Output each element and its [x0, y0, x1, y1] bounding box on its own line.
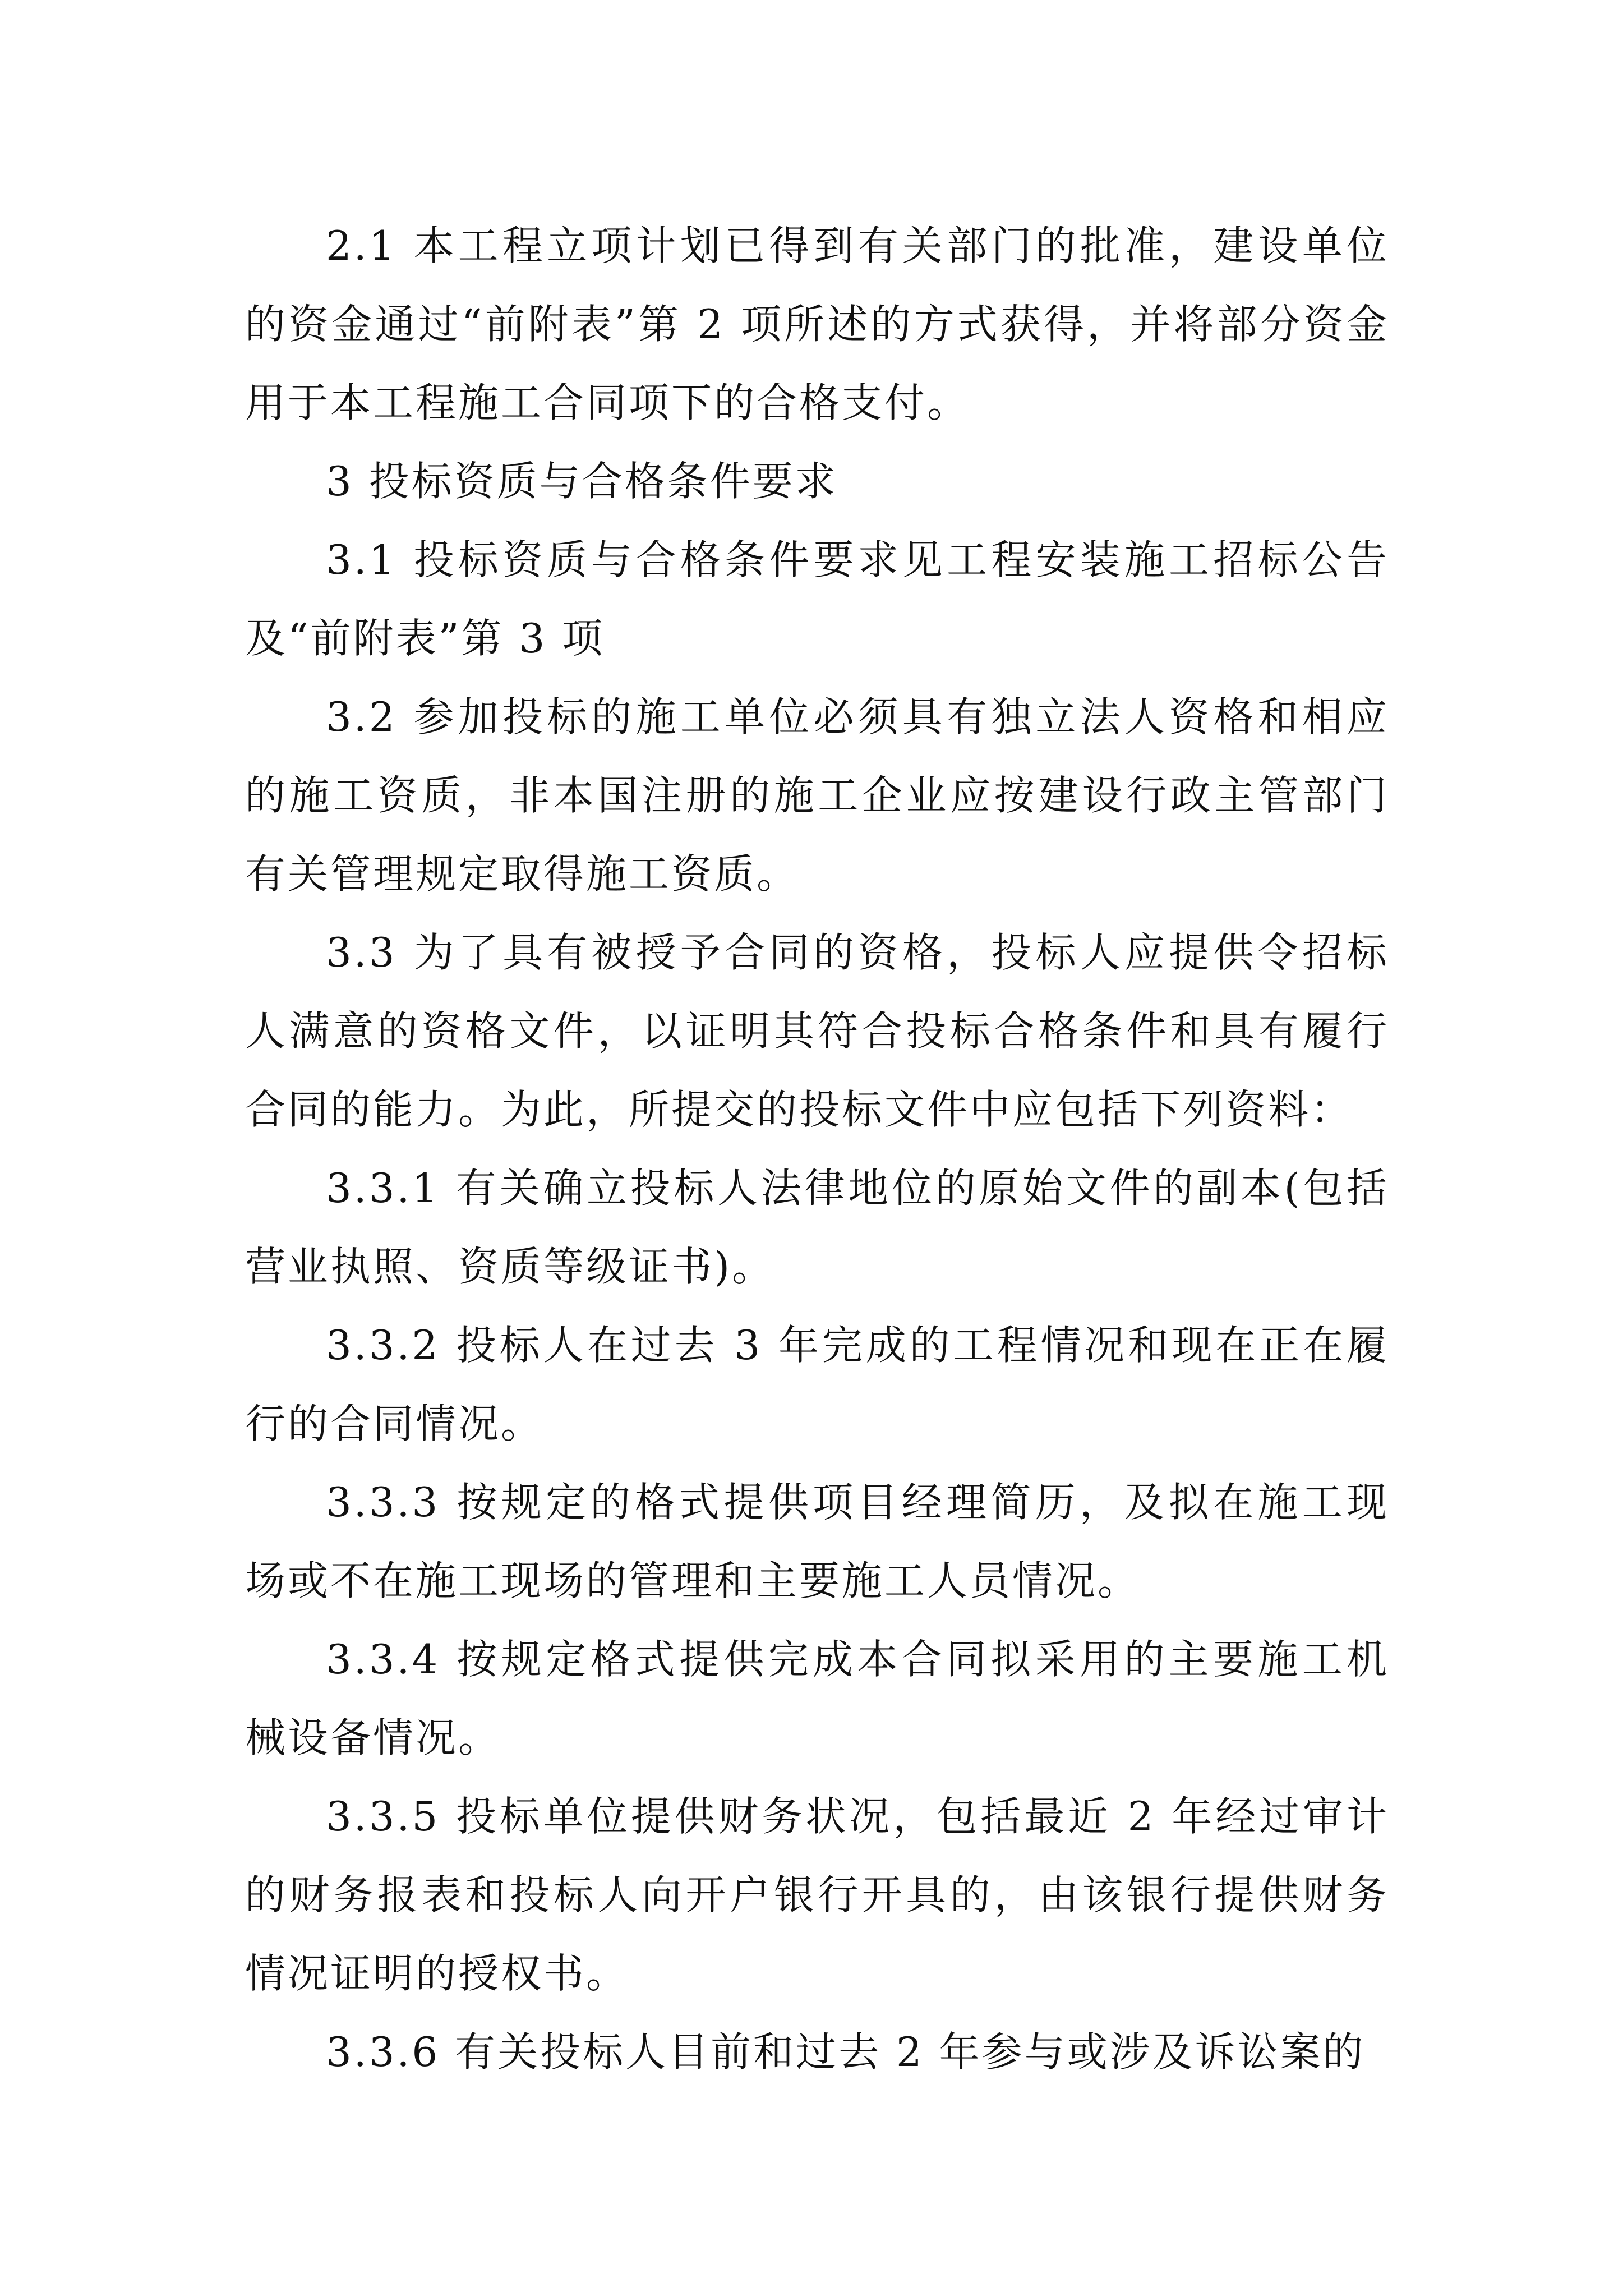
paragraph-3-3: 3.3 为了具有被授予合同的资格，投标人应提供令招标人满意的资格文件，以证明其符合投标合格条件和具有履行合同的能力。为此，所提交的投标文件中应包括下列资料：: [245, 929, 1389, 1133]
paragraph-3-3-3: 3.3.3 按规定的格式提供项目经理简历，及拟在施工现场或不在施工现场的管理和主要施工人员情况。: [245, 1479, 1389, 1604]
paragraph-3-3-5: 3.3.5 投标单位提供财务状况，包括最近 2 年经过审计的财务报表和投标人向开户银行开具的，由该银行提供财务情况证明的授权书。: [245, 1793, 1389, 1997]
paragraph-2-1: 2.1 本工程立项计划已得到有关部门的批准，建设单位的资金通过“前附表”第 2 项所述的方式获得，并将部分资金用于本工程施工合同项下的合格支付。: [245, 222, 1389, 426]
section-3-heading: 3 投标资质与合格条件要求: [326, 458, 838, 505]
paragraph-3-3-2: 3.3.2 投标人在过去 3 年完成的工程情况和现在正在履行的合同情况。: [245, 1322, 1389, 1447]
paragraph-3-2: 3.2 参加投标的施工单位必须具有独立法人资格和相应的施工资质，非本国注册的施工企业应按建设行政主管部门有关管理规定取得施工资质。: [245, 693, 1389, 898]
paragraph-3-1: 3.1 投标资质与合格条件要求见工程安装施工招标公告及“前附表”第 3 项: [245, 536, 1389, 662]
paragraph-3-3-6: 3.3.6 有关投标人目前和过去 2 年参与或涉及诉讼案的: [326, 2028, 1366, 2076]
paragraph-3-3-1: 3.3.1 有关确立投标人法律地位的原始文件的副本(包括营业执照、资质等级证书)。: [245, 1165, 1389, 1290]
document-body: [245, 206, 1389, 2091]
paragraph-3-3-4: 3.3.4 按规定格式提供完成本合同拟采用的主要施工机械设备情况。: [245, 1636, 1389, 1761]
